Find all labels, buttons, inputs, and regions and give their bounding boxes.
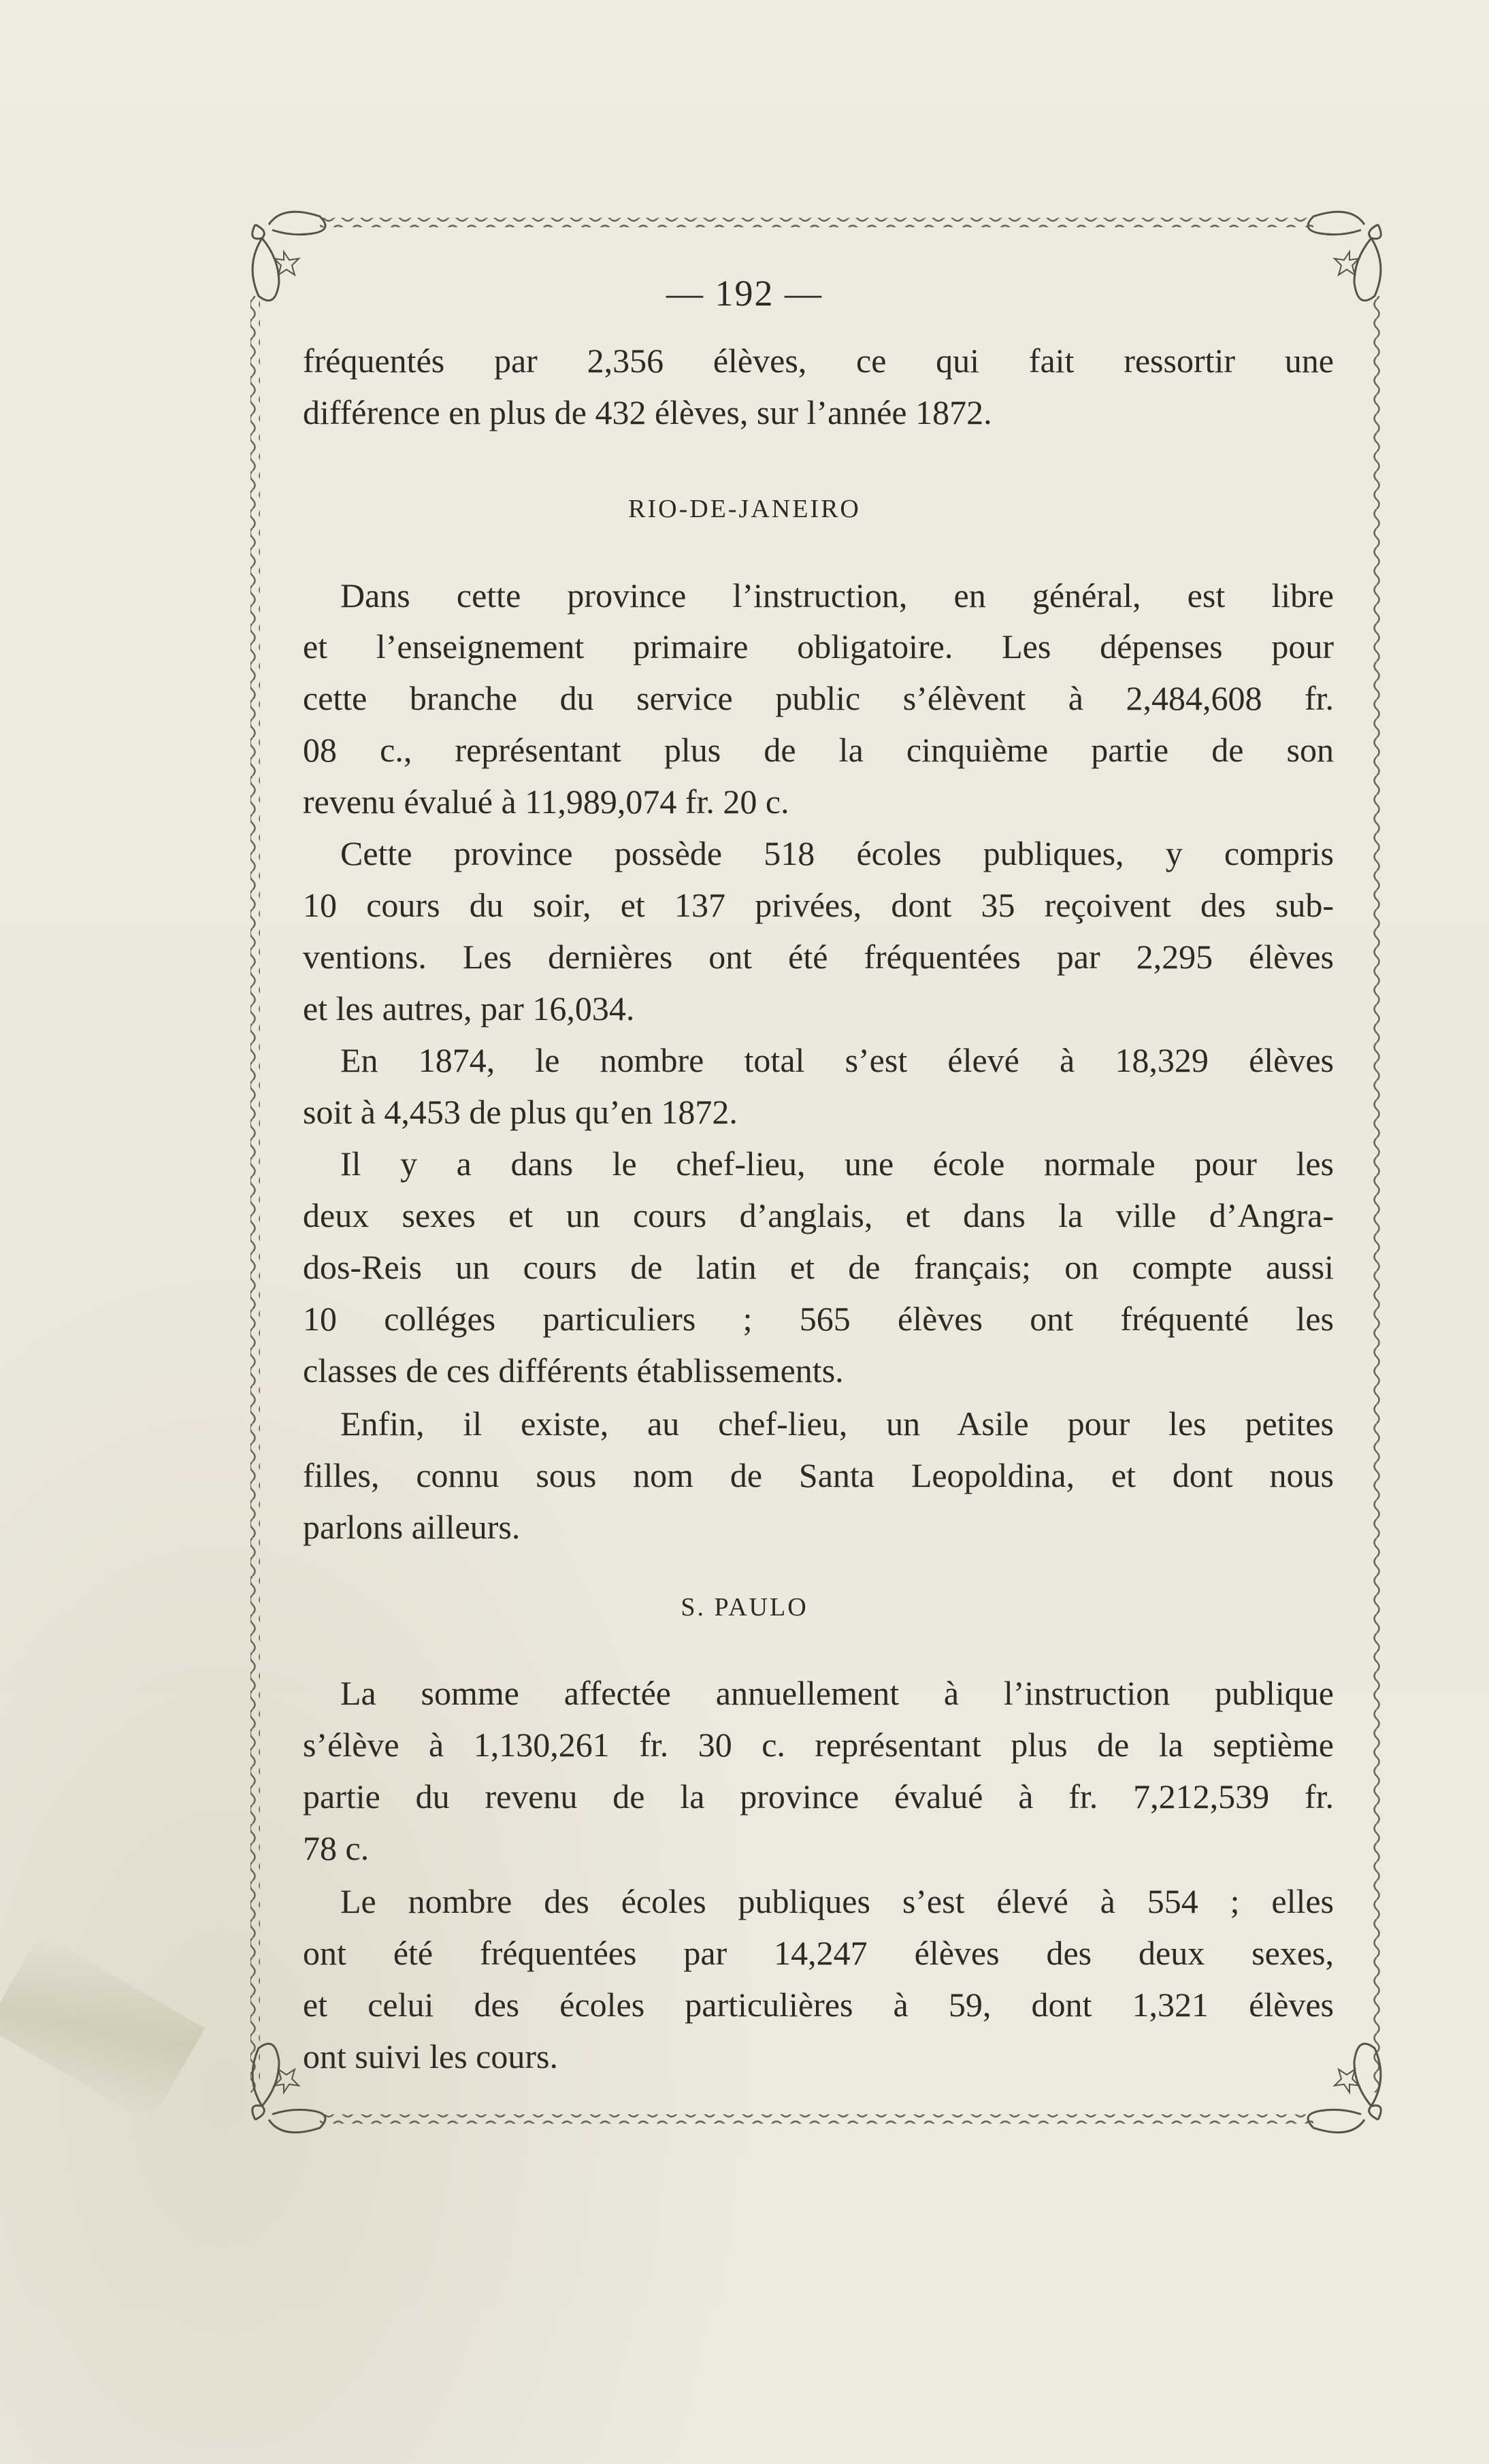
text-line: dos-Reis un cours de latin et de français; on compte aussi	[303, 1248, 1334, 1286]
text-line: ont été fréquentées par 14,247 élèves des deux sexes,	[303, 1934, 1334, 1972]
text-line: différence en plus de 432 élèves, sur l’année 1872.	[303, 393, 992, 431]
text-line: et les autres, par 16,034.	[303, 989, 635, 1028]
text-line: s’élève à 1,130,261 fr. 30 c. représentant plus de la septième	[303, 1726, 1334, 1764]
paper-stain	[0, 1933, 205, 2123]
text-line: Dans cette province l’instruction, en général, est libre	[340, 576, 1334, 614]
text-line: Le nombre des écoles publiques s’est élevé à 554 ; elles	[340, 1882, 1334, 1920]
text-line: deux sexes et un cours d’anglais, et dans la ville d’Angra-	[303, 1196, 1334, 1234]
top-wave-rule	[320, 218, 1313, 227]
text-line: cette branche du service public s’élèvent à 2,484,608 fr.	[303, 679, 1334, 717]
text-line: ont suivi les cours.	[303, 2037, 558, 2075]
text-line: Cette province possède 518 écoles publiques, y compris	[340, 834, 1334, 872]
text-line: 78 c.	[303, 1829, 370, 1867]
text-line: 10 cours du soir, et 137 privées, dont 35 reçoivent des sub-	[303, 886, 1334, 924]
text-line: revenu évalué à 11,989,074 fr. 20 c.	[303, 783, 789, 821]
bottom-wave-rule	[320, 2114, 1313, 2124]
text-line: ventions. Les dernières ont été fréquentées par 2,295 élèves	[303, 938, 1334, 976]
text-line: Enfin, il existe, au chef-lieu, un Asile pour les petites	[340, 1405, 1334, 1443]
text-line: soit à 4,453 de plus qu’en 1872.	[303, 1093, 738, 1131]
text-line: La somme affectée annuellement à l’instruction publique	[340, 1674, 1334, 1712]
text-line: filles, connu sous nom de Santa Leopoldina, et dont nous	[303, 1456, 1334, 1494]
section-heading-rio-de-janeiro: RIO-DE-JANEIRO	[628, 495, 861, 523]
text-line: et celui des écoles particulières à 59, dont 1,321 élèves	[303, 1986, 1334, 2024]
text-line: parlons ailleurs.	[303, 1508, 521, 1546]
page-number: — 192 —	[666, 273, 823, 314]
text-line: 10 colléges particuliers ; 565 élèves ont fréquenté les	[303, 1300, 1334, 1338]
text-line: Il y a dans le chef-lieu, une école normale pour les	[340, 1145, 1334, 1183]
text-line: fréquentés par 2,356 élèves, ce qui fait ressortir une	[303, 342, 1334, 380]
text-line: partie du revenu de la province évalué à fr. 7,212,539 fr.	[303, 1777, 1334, 1816]
section-heading-sao-paulo: S. PAULO	[681, 1593, 808, 1622]
text-line: et l’enseignement primaire obligatoire. Les dépenses pour	[303, 627, 1334, 666]
right-wave-rule	[1373, 296, 1383, 2092]
text-line: classes de ces différents établissements.	[303, 1351, 844, 1390]
text-line: En 1874, le nombre total s’est élevé à 18,329 élèves	[340, 1041, 1334, 1079]
text-line: 08 c., représentant plus de la cinquième partie de son	[303, 731, 1334, 769]
left-wave-rule	[250, 296, 260, 2092]
